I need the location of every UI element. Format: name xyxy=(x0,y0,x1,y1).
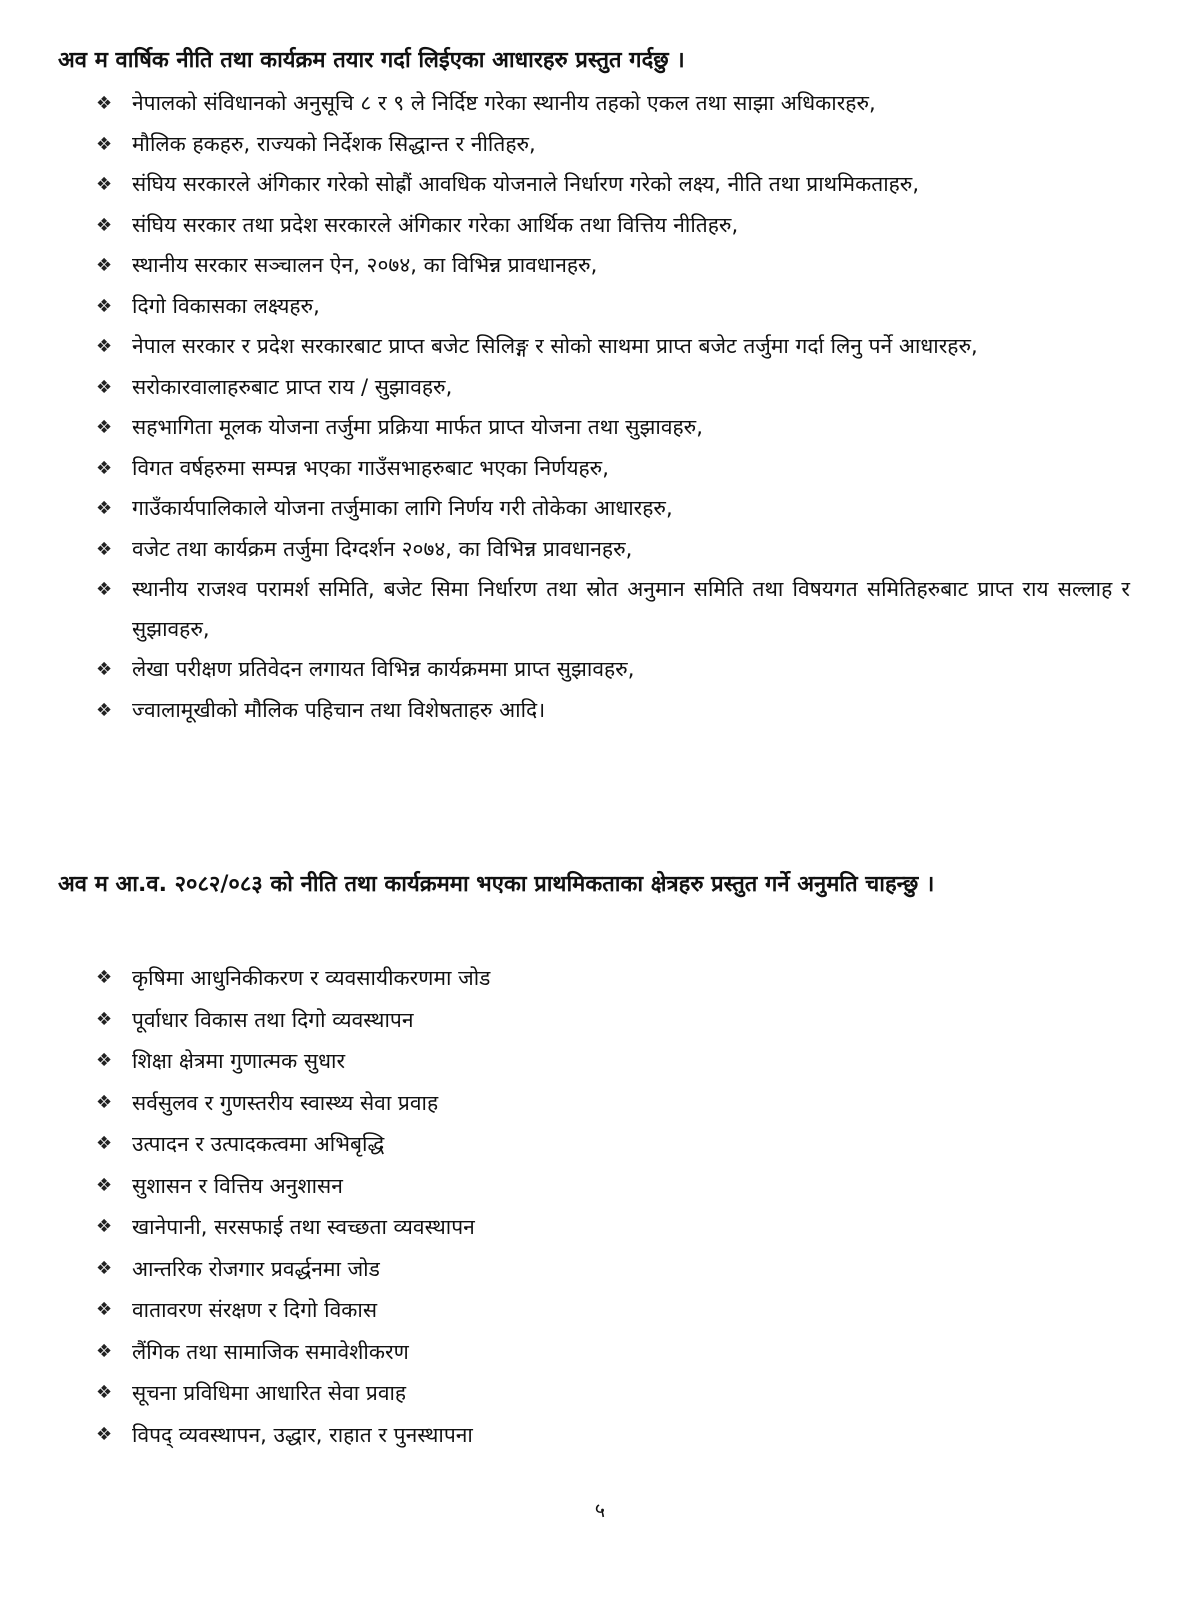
list-item-text: सरोकारवालाहरुबाट प्राप्त राय / सुझावहरु, xyxy=(132,374,453,399)
list-item xyxy=(96,1166,1130,1206)
list-item-text: आन्तरिक रोजगार प्रवर्द्धनमा जोड xyxy=(132,1256,380,1281)
section-heading-priorities: अव म आ.व. २०८२/०८३ को नीति तथा कार्यक्रममा भएका प्राथमिकताका क्षेत्रहरु प्रस्तुत गर्ने अनुमति चाहन्छु । xyxy=(58,872,935,897)
list-item xyxy=(96,1041,1130,1081)
list-item xyxy=(96,1415,1130,1455)
list-item-text: सहभागिता मूलक योजना तर्जुमा प्रक्रिया मार्फत प्राप्त योजना तथा सुझावहरु, xyxy=(132,415,703,439)
diamond-bullet-icon: ❖ xyxy=(96,579,113,600)
diamond-bullet-icon: ❖ xyxy=(96,1050,113,1071)
list-item-text: स्थानीय सरकार सञ्चालन ऐन, २०७४, का विभिन्न प्रावधानहरु, xyxy=(132,253,598,277)
diamond-bullet-icon: ❖ xyxy=(96,93,113,114)
diamond-bullet-icon: ❖ xyxy=(96,255,113,276)
list-item xyxy=(96,327,1130,367)
diamond-bullet-icon: ❖ xyxy=(96,1340,113,1362)
list-item xyxy=(96,1332,1130,1372)
list-item xyxy=(96,165,1130,205)
diamond-bullet-icon: ❖ xyxy=(96,457,113,479)
diamond-bullet-icon: ❖ xyxy=(96,1299,113,1320)
diamond-bullet-icon: ❖ xyxy=(96,498,113,519)
diamond-bullet-icon: ❖ xyxy=(96,1008,113,1030)
list-item-text: लैंगिक तथा सामाजिक समावेशीकरण xyxy=(132,1339,409,1364)
diamond-bullet-icon: ❖ xyxy=(96,538,113,560)
basis-list xyxy=(96,84,1130,731)
page-number: ५ xyxy=(594,1498,606,1522)
list-item xyxy=(96,246,1130,286)
list-item xyxy=(96,206,1130,246)
list-item xyxy=(96,125,1130,165)
diamond-bullet-icon: ❖ xyxy=(96,1423,113,1445)
list-item-text: विपद् व्यवस्थापन, उद्धार, राहात र पुनस्थापना xyxy=(132,1422,473,1447)
list-item xyxy=(96,1290,1130,1330)
diamond-bullet-icon: ❖ xyxy=(96,699,113,721)
list-item-text: नेपालको संविधानको अनुसूचि ८ र ९ ले निर्दिष्ट गरेका स्थानीय तहको एकल तथा साझा अधिकारहरु, xyxy=(132,91,876,115)
list-item-text: सुशासन र वित्तिय अनुशासन xyxy=(132,1173,343,1198)
list-item xyxy=(96,958,1130,998)
list-item-text: सर्वसुलव र गुणस्तरीय स्वास्थ्य सेवा प्रवाह xyxy=(132,1090,439,1115)
diamond-bullet-icon: ❖ xyxy=(96,336,113,357)
list-item xyxy=(96,691,1130,731)
diamond-bullet-icon: ❖ xyxy=(96,376,113,398)
list-item-text: नेपाल सरकार र प्रदेश सरकारबाट प्राप्त बजेट सिलिङ्ग र सोको साथमा प्राप्त बजेट तर्जुमा गर्दा लिनु पर्ने आधारहरु, xyxy=(132,334,978,358)
diamond-bullet-icon: ❖ xyxy=(96,1216,113,1237)
list-item-text: सूचना प्रविधिमा आधारित सेवा प्रवाह xyxy=(132,1381,407,1405)
list-item-text: संघिय सरकार तथा प्रदेश सरकारले अंगिकार गरेका आर्थिक तथा वित्तिय नीतिहरु, xyxy=(132,212,739,237)
list-item-text: ज्वालामूखीको मौलिक पहिचान तथा विशेषताहरु आदि। xyxy=(132,697,546,722)
diamond-bullet-icon: ❖ xyxy=(96,659,113,680)
list-item xyxy=(96,530,1130,570)
list-item xyxy=(96,1207,1130,1247)
diamond-bullet-icon: ❖ xyxy=(96,1091,113,1113)
list-item xyxy=(96,449,1130,489)
list-item xyxy=(96,1083,1130,1123)
list-item-text: उत्पादन र उत्पादकत्वमा अभिबृद्धि xyxy=(132,1132,385,1156)
list-item-text: लेखा परीक्षण प्रतिवेदन लगायत विभिन्न कार्यक्रममा प्राप्त सुझावहरु, xyxy=(132,657,635,681)
list-item xyxy=(96,650,1130,690)
list-item-text: गाउँकार्यपालिकाले योजना तर्जुमाका लागि निर्णय गरी तोकेका आधारहरु, xyxy=(132,496,673,520)
list-item xyxy=(96,84,1130,124)
list-item xyxy=(96,570,1130,649)
diamond-bullet-icon: ❖ xyxy=(96,1133,113,1154)
list-item xyxy=(96,489,1130,529)
list-item-text: कृषिमा आधुनिकीकरण र व्यवसायीकरणमा जोड xyxy=(132,966,491,990)
list-item-text: वजेट तथा कार्यक्रम तर्जुमा दिग्दर्शन २०७४, का विभिन्न प्रावधानहरु, xyxy=(132,536,633,561)
section-heading-basis: अव म वार्षिक नीति तथा कार्यक्रम तयार गर्दा लिईएका आधारहरु प्रस्तुत गर्दछु । xyxy=(58,48,685,73)
diamond-bullet-icon: ❖ xyxy=(96,133,113,155)
diamond-bullet-icon: ❖ xyxy=(96,295,113,317)
diamond-bullet-icon: ❖ xyxy=(96,174,113,195)
list-item xyxy=(96,1249,1130,1289)
diamond-bullet-icon: ❖ xyxy=(96,967,113,988)
list-item-text: स्थानीय राजश्व परामर्श समिति, बजेट सिमा निर्धारण तथा स्रोत अनुमान समिति तथा विषयगत समितिहरुबाट प्राप्त राय सल्लाह र सुझावहरु, xyxy=(132,577,1130,641)
diamond-bullet-icon: ❖ xyxy=(96,214,113,236)
list-item xyxy=(96,287,1130,327)
diamond-bullet-icon: ❖ xyxy=(96,1257,113,1279)
list-item-text: मौलिक हकहरु, राज्यको निर्देशक सिद्धान्त र नीतिहरु, xyxy=(132,131,536,156)
list-item-text: शिक्षा क्षेत्रमा गुणात्मक सुधार xyxy=(132,1049,346,1073)
diamond-bullet-icon: ❖ xyxy=(96,1382,113,1403)
list-item-text: पूर्वाधार विकास तथा दिगो व्यवस्थापन xyxy=(132,1007,414,1032)
diamond-bullet-icon: ❖ xyxy=(96,417,113,438)
list-item xyxy=(96,368,1130,408)
list-item-text: खानेपानी, सरसफाई तथा स्वच्छता व्यवस्थापन xyxy=(132,1215,475,1239)
list-item-text: दिगो विकासका लक्ष्यहरु, xyxy=(132,293,320,318)
list-item-text: संघिय सरकारले अंगिकार गरेको सोह्रौं आवधिक योजनाले निर्धारण गरेको लक्ष्य, नीति तथा प्राथमिकताहरु, xyxy=(132,172,920,196)
diamond-bullet-icon: ❖ xyxy=(96,1174,113,1196)
list-item-text: विगत वर्षहरुमा सम्पन्न भएका गाउँसभाहरुबाट भएका निर्णयहरु, xyxy=(132,455,609,480)
list-item xyxy=(96,408,1130,448)
priority-list xyxy=(96,958,1130,1456)
list-item xyxy=(96,1124,1130,1164)
list-item xyxy=(96,1000,1130,1040)
list-item xyxy=(96,1373,1130,1413)
list-item-text: वातावरण संरक्षण र दिगो विकास xyxy=(132,1298,378,1322)
